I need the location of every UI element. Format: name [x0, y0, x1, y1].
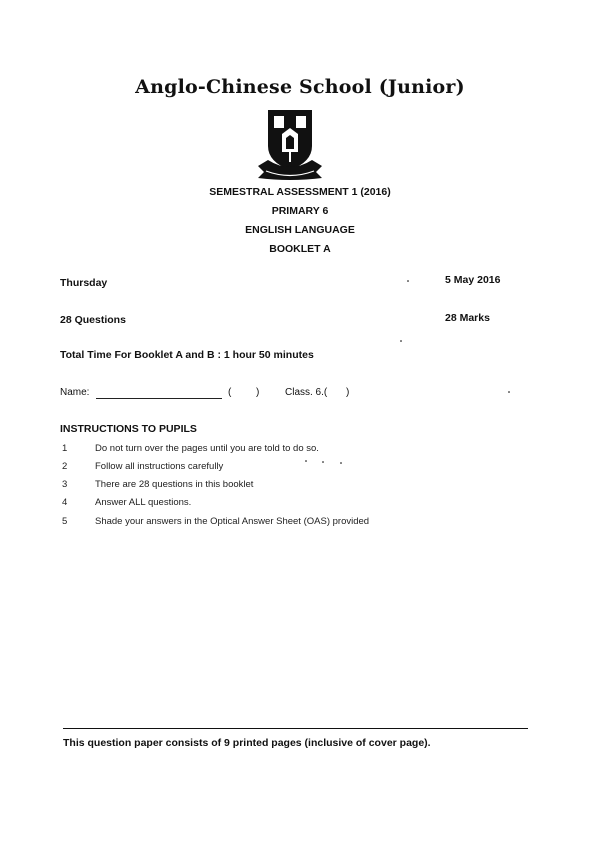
level-title: PRIMARY 6 — [271, 205, 329, 217]
instruction-number: 3 — [62, 479, 68, 490]
instruction-number: 5 — [62, 516, 68, 527]
instructions-heading: INSTRUCTIONS TO PUPILS — [60, 423, 197, 435]
school-crest-icon — [256, 108, 324, 182]
name-bracket-close: ) — [256, 387, 260, 398]
instruction-text: Answer ALL questions. — [95, 497, 192, 508]
instruction-number: 2 — [62, 461, 68, 472]
instruction-text: Shade your answers in the Optical Answer Sheet (OAS) provided — [95, 516, 370, 527]
exam-day: Thursday — [60, 277, 108, 289]
instruction-text: Follow all instructions carefully — [95, 461, 224, 472]
class-bracket-close: ) — [346, 387, 350, 398]
school-name: Anglo-Chinese School (Junior) — [135, 76, 465, 98]
name-blank-line — [96, 398, 222, 399]
total-marks: 28 Marks — [445, 312, 490, 324]
question-count: 28 Questions — [60, 314, 126, 326]
instruction-number: 4 — [62, 497, 68, 508]
subject-title: ENGLISH LANGUAGE — [245, 224, 355, 236]
total-time: Total Time For Booklet A and B : 1 hour 50 minutes — [60, 349, 314, 361]
instruction-number: 1 — [62, 443, 68, 454]
footer-rule — [63, 728, 528, 729]
booklet-title: BOOKLET A — [269, 243, 331, 255]
name-label: Name: — [60, 387, 90, 398]
class-label: Class. 6.( — [285, 387, 328, 398]
footer-note: This question paper consists of 9 printed pages (inclusive of cover page). — [63, 737, 431, 749]
instruction-text: Do not turn over the pages until you are told to do so. — [95, 443, 319, 454]
assessment-title: SEMESTRAL ASSESSMENT 1 (2016) — [209, 186, 391, 198]
instruction-text: There are 28 questions in this booklet — [95, 479, 254, 490]
exam-date: 5 May 2016 — [445, 274, 501, 286]
name-bracket-open: ( — [228, 387, 232, 398]
